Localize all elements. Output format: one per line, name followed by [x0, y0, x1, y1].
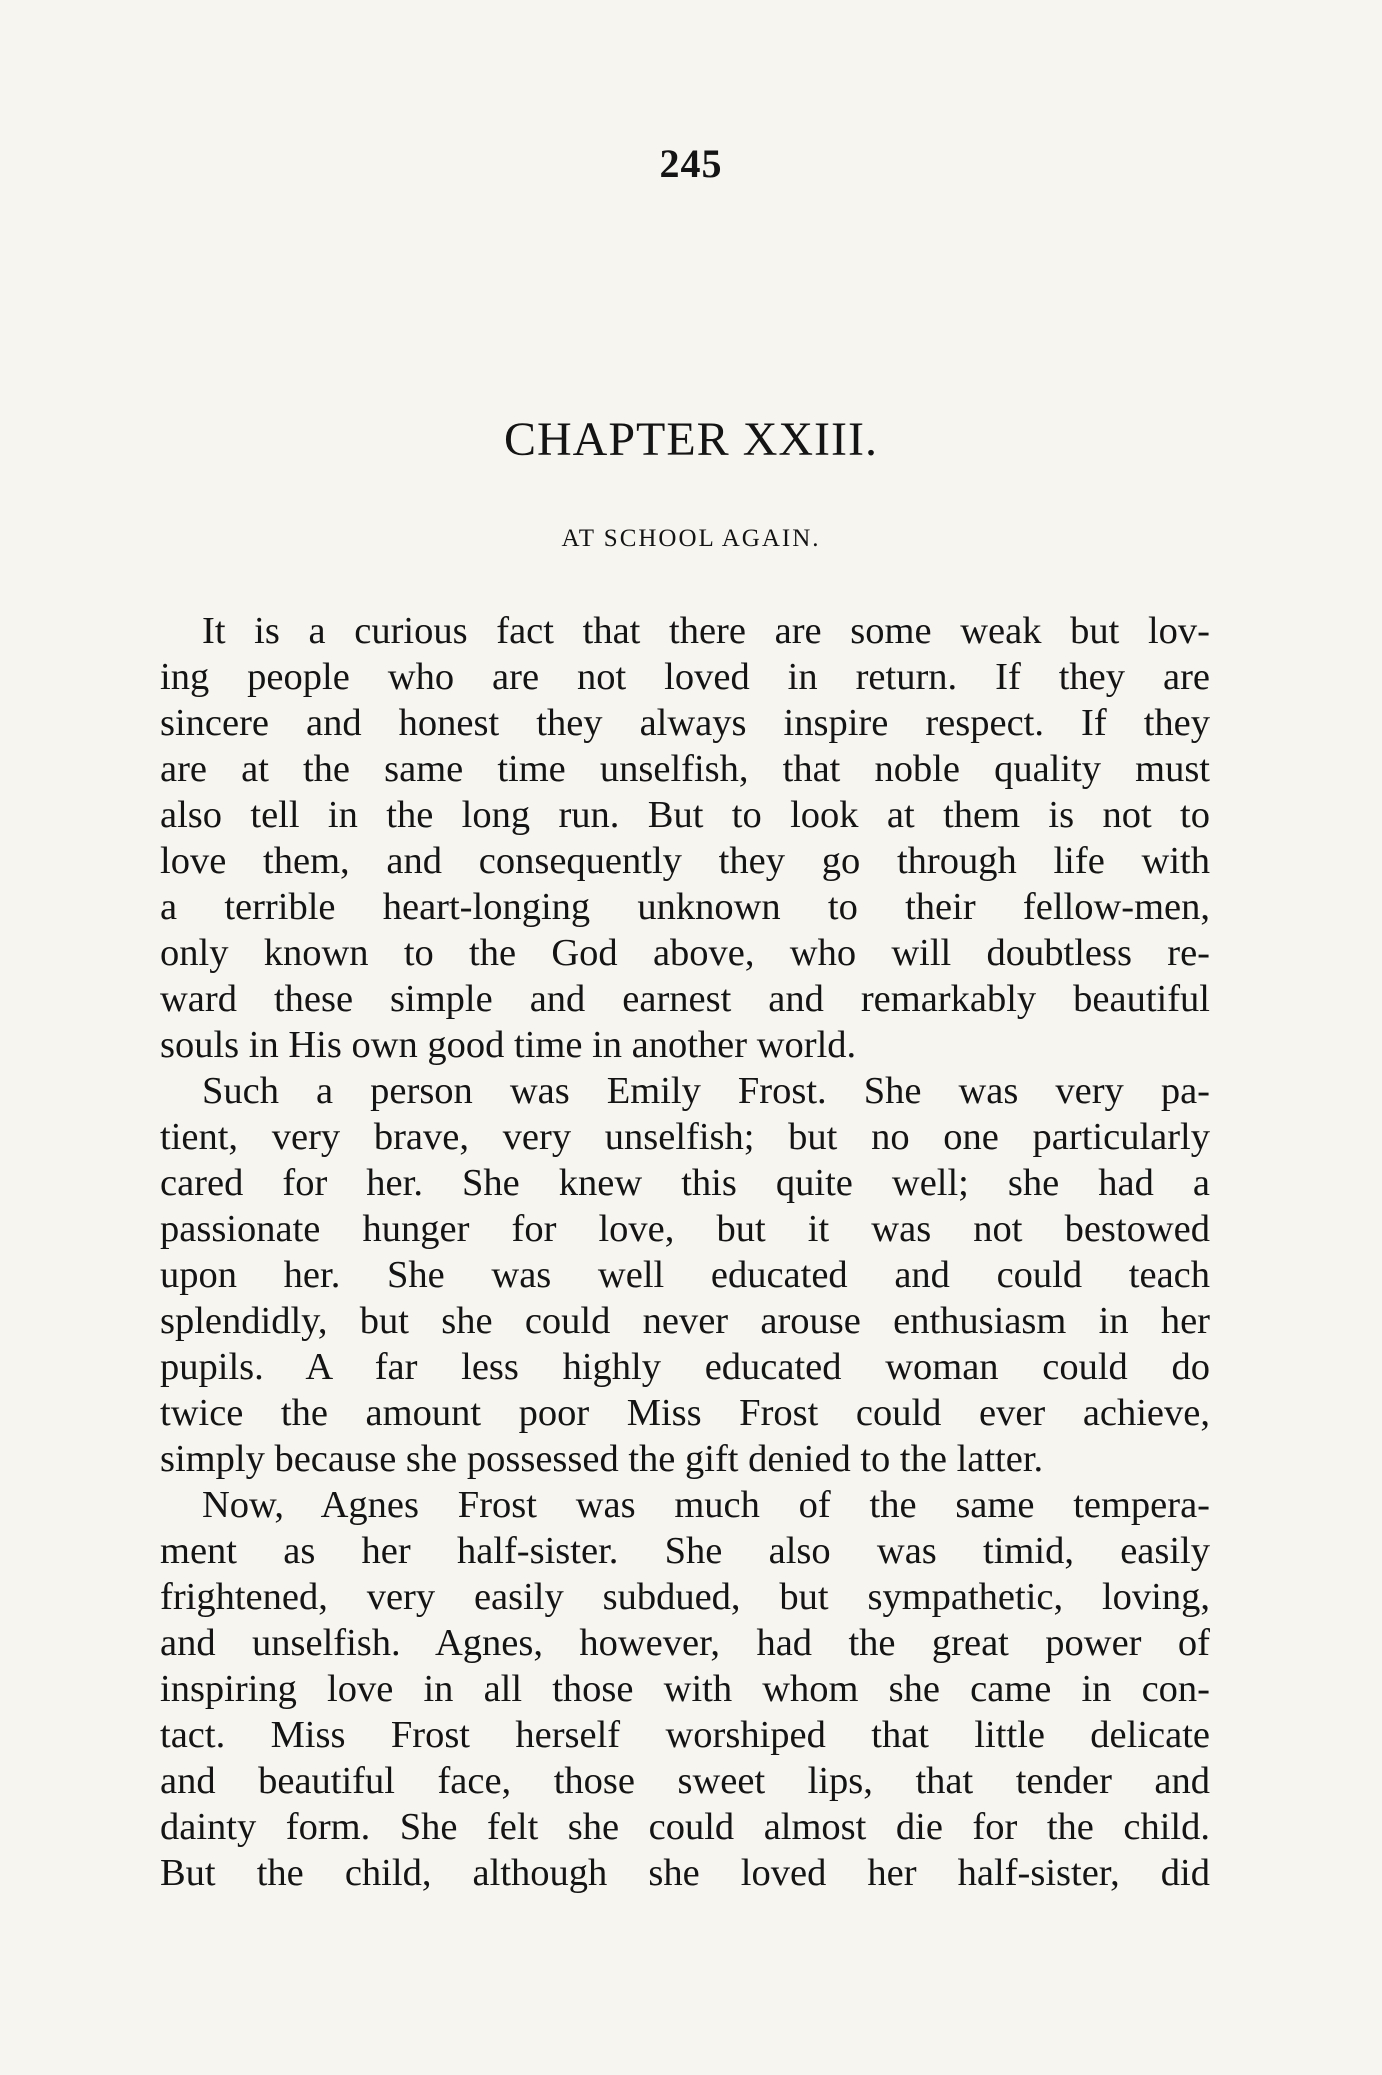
text-line: only known to the God above, who will doubtless re-	[160, 932, 1210, 974]
text-line: are at the same time unselfish, that noble quality must	[160, 748, 1210, 790]
text-line: But the child, although she loved her half-sister, did	[160, 1852, 1210, 1894]
text-line: ing people who are not loved in return. If they are	[160, 656, 1210, 698]
text-line: passionate hunger for love, but it was not bestowed	[160, 1208, 1210, 1250]
chapter-title: CHAPTER XXIII.	[504, 413, 878, 466]
text-line: twice the amount poor Miss Frost could ever achieve,	[160, 1392, 1210, 1434]
text-line: and beautiful face, those sweet lips, that tender and	[160, 1760, 1210, 1802]
text-line: It is a curious fact that there are some weak but lov-	[202, 610, 1210, 652]
text-line: Now, Agnes Frost was much of the same tempera-	[202, 1484, 1210, 1526]
text-line: dainty form. She felt she could almost die for the child.	[160, 1806, 1210, 1848]
text-line: souls in His own good time in another world.	[160, 1024, 857, 1066]
text-line: inspiring love in all those with whom she came in con-	[160, 1668, 1210, 1710]
text-line: ward these simple and earnest and remarkably beautiful	[160, 978, 1210, 1020]
text-line: Such a person was Emily Frost. She was very pa-	[202, 1070, 1210, 1112]
text-line: pupils. A far less highly educated woman could do	[160, 1346, 1210, 1388]
text-line: love them, and consequently they go through life with	[160, 840, 1210, 882]
text-line: ment as her half-sister. She also was timid, easily	[160, 1530, 1210, 1572]
text-line: splendidly, but she could never arouse enthusiasm in her	[160, 1300, 1210, 1342]
text-line: tact. Miss Frost herself worshiped that little delicate	[160, 1714, 1210, 1756]
page-number: 245	[659, 141, 723, 186]
text-line: upon her. She was well educated and could teach	[160, 1254, 1210, 1296]
text-line: simply because she possessed the gift denied to the latter.	[160, 1438, 1044, 1480]
text-line: also tell in the long run. But to look at them is not to	[160, 794, 1210, 836]
text-line: and unselfish. Agnes, however, had the great power of	[160, 1622, 1210, 1664]
text-line: frightened, very easily subdued, but sympathetic, loving,	[160, 1576, 1210, 1618]
text-line: tient, very brave, very unselfish; but no one particularly	[160, 1116, 1210, 1158]
text-line: sincere and honest they always inspire respect. If they	[160, 702, 1210, 744]
text-line: a terrible heart-longing unknown to their fellow-men,	[160, 886, 1210, 928]
text-line: cared for her. She knew this quite well; she had a	[160, 1162, 1210, 1204]
chapter-subtitle: AT SCHOOL AGAIN.	[561, 525, 821, 552]
body-text	[160, 608, 1210, 1896]
